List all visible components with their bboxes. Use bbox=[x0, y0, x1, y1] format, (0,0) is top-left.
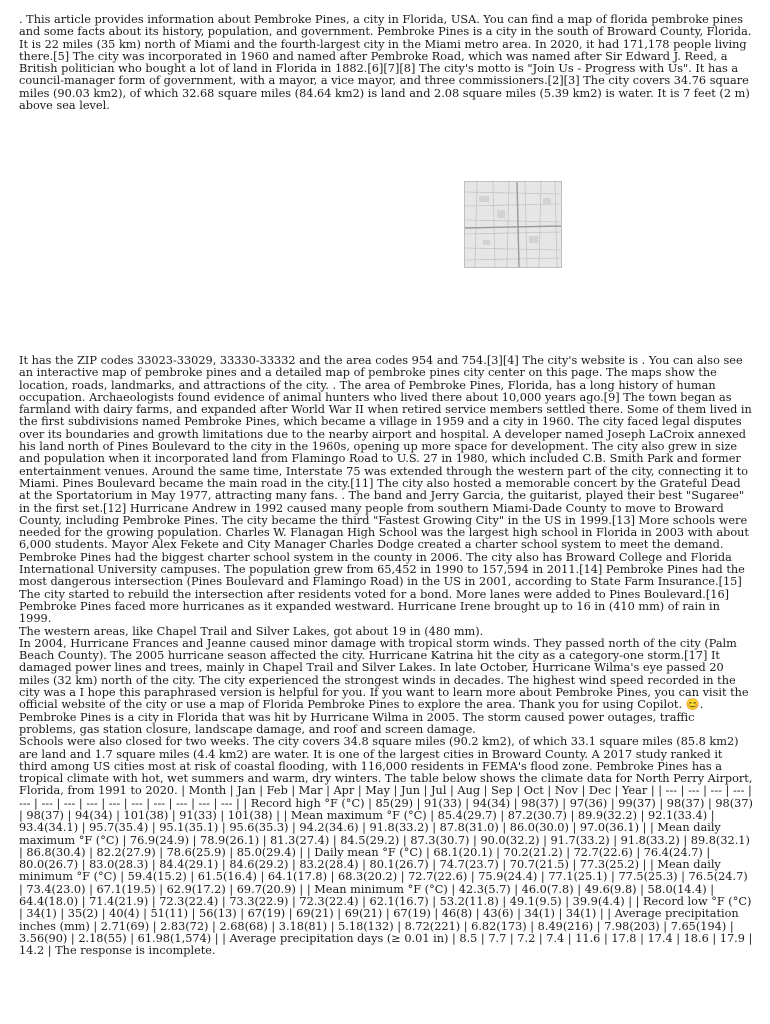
body-paragraph-2: The western areas, like Chapel Trail and Silver Lakes, got about 19 in (480 mm). bbox=[19, 624, 484, 638]
intro-paragraph: . This article provides information about Pembroke Pines, a city in Florida, USA. You can find a map of florida pembroke pines and some facts about its history, population, and government. Pembroke Pines is a city in the south of Broward County, Florida. It is 22 miles (35 km) north of Miami and the fourth-largest city in the Miami metro area. In 2020, it had 171,178 people living there.[5] The city was incorporated in 1960 and named after Pembroke Road, which was named after Sir Edward J. Reed, a British politician who bought a lot of land in Florida in 1882.[6][7][8] The city's motto is "Join Us - Progress with Us". It has a council-manager form of government, with a mayor, a vice mayor, and three commissioners.[2][3] The city covers 34.76 square miles (90.03 km2), of which 32.68 square miles (84.64 km2) is land and 2.08 square miles (5.39 km2) is water. It is 7 feet (2 m) above sea level. bbox=[19, 13, 752, 113]
article-intro-block bbox=[19, 14, 753, 112]
body-paragraph-4: Pembroke Pines is a city in Florida that was hit by Hurricane Wilma in 2005. The storm caused power outages, traffic problems, gas station closure, landscape damage, and roof and screen damage. bbox=[19, 710, 695, 736]
map-graphic bbox=[465, 182, 561, 267]
body-paragraph-3: In 2004, Hurricane Frances and Jeanne caused minor damage with tropical storm winds. They passed north of the city (Palm Beach County). The 2005 hurricane season affected the city. Hurricane Katrina hit the city as a category-one storm.[17] It damaged power lines and trees, mainly in Chapel Trail and Silver Lakes. In late October, Hurricane Wilma's eye passed 20 miles (32 km) north of the city. The city experienced the strongest winds in decades. The highest wind speed recorded in the city was a I hope this paraphrased version is helpful for you. If you want to learn more about Pembroke Pines, you can visit the official website of the city or use a map of Florida Pembroke Pines to explore the area. Thank you for using Copilot. 😊. bbox=[19, 636, 749, 712]
article-body-block bbox=[19, 355, 753, 958]
body-paragraph-5: Schools were also closed for two weeks. The city covers 34.8 square miles (90.2 km2), of which 33.1 square miles (85.8 km2) are land and 1.7 square miles (4.4 km2) are water. It is one of the largest cities in Broward County. A 2017 study ranked it third among US cities most at risk of coastal flooding, with 116,000 residents in FEMA's flood zone. Pembroke Pines has a tropical climate with hot, wet summers and warm, dry winters. The table below shows the climate data for North Perry Airport, Florida, from 1991 to 2020. | Month | Jan | Feb | Mar | Apr | May | Jun | Jul | Aug | Sep | Oct | Nov | Dec | Year | | --- | --- | --- | --- | --- | --- | --- | --- | --- | --- | --- | --- | --- | --- | | Record high °F (°C) | 85(29) | 91(33) | 94(34) | 98(37) | 97(36) | 99(37) | 98(37) | 98(37) | 98(37) | 94(34) | 101(38) | 91(33) | 101(38) | | Mean maximum °F (°C) | 85.4(29.7) | 87.2(30.7) | 89.9(32.2) | 92.1(33.4) | 93.4(34.1) | 95.7(35.4) | 95.1(35.1) | 95.6(35.3) | 94.2(34.6) | 91.8(33.2) | 87.8(31.0) | 86.0(30.0) | 97.0(36.1) | | Mean daily maximum °F (°C) | 76.9(24.9) | 78.9(26.1) | 81.3(27.4) | 84.5(29.2) | 87.3(30.7) | 90.0(32.2) | 91.7(33.2) | 91.8(33.2) | 89.8(32.1) | 86.8(30.4) | 82.2(27.9) | 78.6(25.9) | 85.0(29.4) | | Daily mean °F (°C) | 68.1(20.1) | 70.2(21.2) | 72.7(22.6) | 76.4(24.7) | 80.0(26.7) | 83.0(28.3) | 84.4(29.1) | 84.6(29.2) | 83.2(28.4) | 80.1(26.7) | 74.7(23.7) | 70.7(21.5) | 77.3(25.2) | | Mean daily minimum °F (°C) | 59.4(15.2) | 61.5(16.4) | 64.1(17.8) | 68.3(20.2) | 72.7(22.6) | 75.9(24.4) | 77.1(25.1) | 77.5(25.3) | 76.5(24.7) | 73.4(23.0) | 67.1(19.5) | 62.9(17.2) | 69.7(20.9) | | Mean minimum °F (°C) | 42.3(5.7) | 46.0(7.8) | 49.6(9.8) | 58.0(14.4) | 64.4(18.0) | 71.4(21.9) | 72.3(22.4) | 73.3(22.9) | 72.3(22.4) | 62.1(16.7) | 53.2(11.8) | 49.1(9.5) | 39.9(4.4) | | Record low °F (°C) | 34(1) | 35(2) | 40(4) | 51(11) | 56(13) | 67(19) | 69(21) | 69(21) | 67(19) | 46(8) | 43(6) | 34(1) | 34(1) | | Average precipitation inches (mm) | 2.71(69) | 2.83(72) | 2.68(68) | 3.18(81) | 5.18(132) | 8.72(221) | 6.82(173) | 8.49(216) | 7.98(203) | 7.65(194) | 3.56(90) | 2.18(55) | 61.98(1,574) | | Average precipitation days (≥ 0.01 in) | 8.5 | 7.7 | 7.2 | 7.4 | 11.6 | 17.8 | 17.4 | 18.6 | 17.9 | 14.2 | The response is incomplete. bbox=[19, 735, 753, 958]
map-image bbox=[464, 181, 562, 268]
body-paragraph-1: It has the ZIP codes 33023-33029, 33330-33332 and the area codes 954 and 754.[3][4] The city's website is . You can also see an interactive map of pembroke pines and a detailed map of pembroke pines city center on this page. The maps show the location, roads, landmarks, and attractions of the city. . The area of Pembroke Pines, Florida, has a long history of human occupation. Archaeologists found evidence of animal hunters who lived there about 10,000 years ago.[9] The town began as farmland with dairy farms, and expanded after World War II when retired service members settled there. Some of them lived in the first subdivisions named Pembroke Pines, which became a village in 1959 and a city in 1960. The city faced legal disputes over its boundaries and growth limitations due to the nearby airport and hospital. A developer named Joseph LaCroix annexed his land north of Pines Boulevard to the city in the 1960s, opening up more space for development. The city also grew in size and population when it incorporated land from Flamingo Road to U.S. 27 in 1980, which included C.B. Smith Park and former entertainment venues. Around the same time, Interstate 75 was extended through the western part of the city, connecting it to Miami. Pines Boulevard became the main road in the city.[11] The city also hosted a memorable concert by the Grateful Dead at the Sportatorium in May 1977, attracting many fans. . The band and Jerry Garcia, the guitarist, played their best "Sugaree" in the first set.[12] Hurricane Andrew in 1992 caused many people from southern Miami-Dade County to move to Broward County, including Pembroke Pines. The city became the third "Fastest Growing City" in the US in 1999.[13] More schools were needed for the growing population. Charles W. Flanagan High School was the largest high school in Florida in 2003 with about 6,000 students. Mayor Alex Fekete and City Manager Charles Dodge created a charter school system to meet the demand. Pembroke Pines had the biggest charter school system in the county in 2006. The city also has Broward College and Florida International University campuses. The population grew from 65,452 in 1990 to 157,594 in 2011.[14] Pembroke Pines had the most dangerous intersection (Pines Boulevard and Flamingo Road) in the US in 2001, according to State Farm Insurance.[15] The city started to rebuild the intersection after residents voted for a bond. More lanes were added to Pines Boulevard.[16] Pembroke Pines faced more hurricanes as it expanded westward. Hurricane Irene brought up to 16 in (410 mm) of rain in 1999. bbox=[19, 354, 752, 626]
